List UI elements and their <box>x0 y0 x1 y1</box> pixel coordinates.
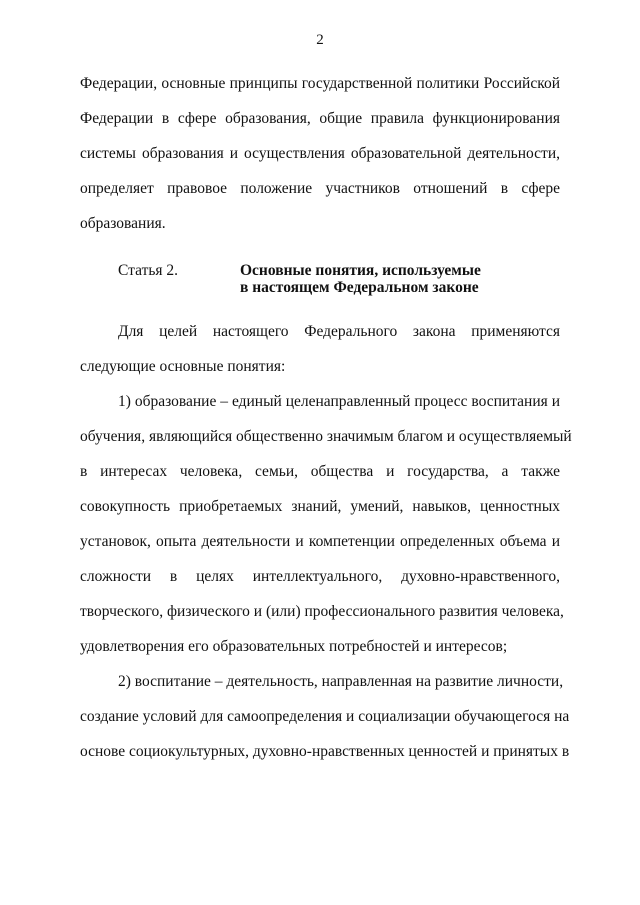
page-number: 2 <box>316 32 324 48</box>
text-line: образования. <box>80 215 166 232</box>
article-title-line: в настоящем Федеральном законе <box>240 279 479 296</box>
text-line: совокупность приобретаемых знаний, умений, навыков, ценностных <box>80 498 560 515</box>
text-line: системы образования и осуществления образовательной деятельности, <box>80 145 560 162</box>
text-line: обучения, являющийся общественно значимым благом и осуществляемый <box>80 428 572 445</box>
article-label: Статья 2. <box>118 262 179 279</box>
text-line: 2) воспитание – деятельность, направленная на развитие личности, <box>118 673 564 690</box>
text-line: определяет правовое положение участников отношений в сфере <box>80 180 560 197</box>
text-line: Федерации, основные принципы государственной политики Российской <box>80 75 560 92</box>
text-line: в интересах человека, семьи, общества и государства, а также <box>80 463 560 480</box>
text-line: создание условий для самоопределения и социализации обучающегося на <box>80 708 570 725</box>
text-line: следующие основные понятия: <box>80 358 286 375</box>
article-heading <box>0 262 640 302</box>
article-title <box>240 262 481 296</box>
text-line: установок, опыта деятельности и компетенции определенных объема и <box>80 533 560 550</box>
intro-paragraph <box>80 66 560 241</box>
text-line: Для целей настоящего Федерального закона применяются <box>118 323 560 340</box>
text-line: удовлетворения его образовательных потребностей и интересов; <box>80 638 508 655</box>
text-line: сложности в целях интеллектуального, духовно-нравственного, <box>80 568 560 585</box>
text-line: 1) образование – единый целенаправленный процесс воспитания и <box>118 393 560 410</box>
article-body <box>80 314 572 769</box>
text-line: творческого, физического и (или) профессионального развития человека, <box>80 603 564 620</box>
text-line: основе социокультурных, духовно-нравственных ценностей и принятых в <box>80 743 570 760</box>
article-title-line: Основные понятия, используемые <box>240 262 481 279</box>
text-line: Федерации в сфере образования, общие правила функционирования <box>80 110 560 127</box>
